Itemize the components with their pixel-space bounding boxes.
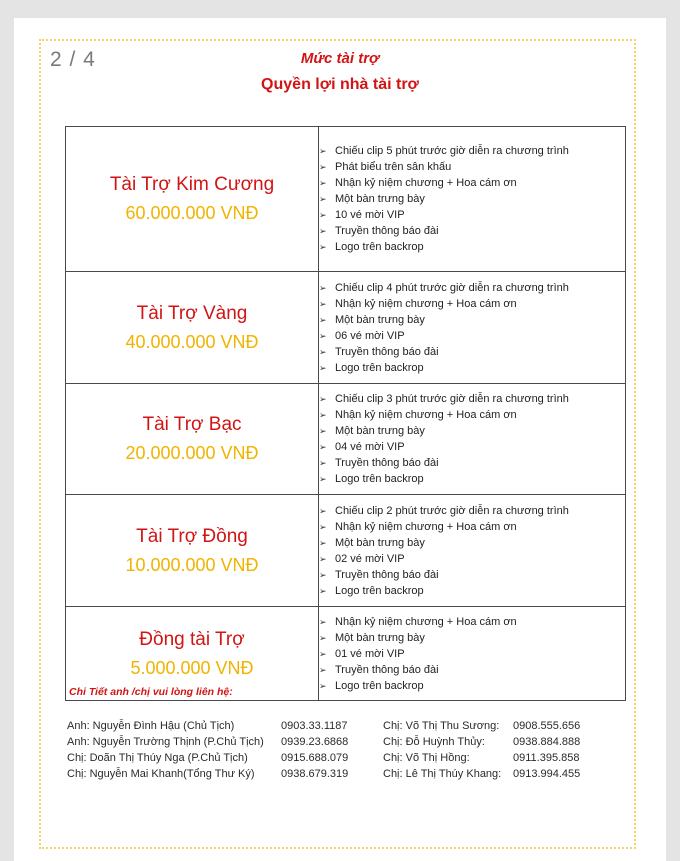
contact-phone: 0911.395.858 [513,752,580,764]
tier-benefits-cell [319,272,626,384]
page-number: 2 / 4 [50,48,96,71]
benefit-list [319,391,625,487]
benefit-item [319,567,625,583]
contact-phone: 0938.884.888 [513,736,581,748]
benefit-item [319,662,625,678]
benefit-text: Truyền thông báo đài [335,568,439,581]
benefit-text: Logo trên backrop [335,584,424,597]
arrow-bullet-icon: ➢ [319,553,327,564]
benefit-text: 04 vé mời VIP [335,441,405,453]
tier-row [66,384,626,495]
tier-name-cell [66,127,319,272]
arrow-bullet-icon: ➢ [319,178,327,188]
contact-row [383,766,580,782]
arrow-bullet-icon: ➢ [319,648,327,659]
benefit-item [319,455,625,471]
arrow-bullet-icon: ➢ [319,298,327,309]
contact-name: Chị: Võ Thị Hồng: [383,752,470,764]
benefit-text: Nhận kỷ niệm chương + Hoa cám ơn [335,615,517,628]
tier-benefits-cell [319,607,626,701]
benefit-item [319,143,625,159]
benefit-text: 02 vé mời VIP [335,552,405,565]
title-sponsorship-levels: Mức tài trợ [300,50,380,67]
benefit-text: Phát biểu trên sân khấu [335,161,452,173]
arrow-bullet-icon: ➢ [319,664,327,675]
benefit-item [319,614,625,630]
benefit-item [319,175,625,191]
contacts-right-column [383,718,580,782]
contacts-left-column [67,718,348,782]
contact-name: Chị: Lê Thị Thúy Khang: [383,768,502,780]
title-sponsor-benefits: Quyền lợi nhà tài trợ [261,76,419,93]
benefit-text: Chiếu clip 4 phút trước giờ diễn ra chương trình [335,281,569,294]
benefit-text: Một bàn trưng bày [335,631,425,644]
benefit-item [319,159,625,175]
benefit-item [319,678,625,694]
benefit-item [319,583,625,599]
benefit-list [319,614,625,694]
tier-name: Tài Trợ Vàng [136,302,248,324]
benefit-text: Một bàn trưng bày [335,536,425,549]
arrow-bullet-icon: ➢ [319,210,327,220]
arrow-bullet-icon: ➢ [319,394,327,404]
contact-row [67,718,348,734]
benefit-item [319,535,625,551]
contact-row [67,766,348,782]
benefit-item [319,312,625,328]
benefit-item [319,207,625,223]
benefit-item [319,328,625,344]
contact-name: Anh: Nguyễn Trường Thịnh (P.Chủ Tịch) [67,736,264,748]
benefit-item [319,280,625,296]
benefit-text: Logo trên backrop [335,679,424,692]
arrow-bullet-icon: ➢ [319,505,327,516]
benefit-item [319,630,625,646]
tier-amount: 5.000.000 VNĐ [130,657,254,678]
benefit-text: Truyền thông báo đài [335,225,439,237]
tier-name: Đồng tài Trợ [139,628,245,650]
benefit-text: Nhận kỷ niệm chương + Hoa cám ơn [335,520,517,533]
contact-row [383,718,580,734]
benefit-text: Nhận kỷ niệm chương + Hoa cám ơn [335,409,517,421]
arrow-bullet-icon: ➢ [319,458,327,468]
benefit-text: Truyền thông báo đài [335,457,439,469]
arrow-bullet-icon: ➢ [319,410,327,420]
benefit-item [319,391,625,407]
arrow-bullet-icon: ➢ [319,330,327,341]
tier-benefits-cell [319,127,626,272]
arrow-bullet-icon: ➢ [319,585,327,596]
contact-heading: Chi Tiết anh /chị vui lòng liên hệ: [69,686,233,698]
sponsorship-table [65,126,626,701]
arrow-bullet-icon: ➢ [319,521,327,532]
benefit-list [319,143,625,255]
contact-phone: 0938.679.319 [281,768,349,780]
arrow-bullet-icon: ➢ [319,537,327,548]
contact-phone: 0903.33.1187 [281,720,348,732]
tier-row [66,127,626,272]
benefit-text: Một bàn trưng bày [335,313,425,326]
benefit-text: Nhận kỷ niệm chương + Hoa cám ơn [335,297,517,310]
benefit-item [319,296,625,312]
benefit-item [319,407,625,423]
tier-name: Tài Trợ Bạc [142,414,242,435]
benefit-item [319,239,625,255]
benefit-text: Truyền thông báo đài [335,345,439,358]
benefit-text: Logo trên backrop [335,361,424,374]
tier-row [66,495,626,607]
benefit-item [319,471,625,487]
contact-name: Chị: Doãn Thị Thúy Nga (P.Chủ Tịch) [67,752,248,764]
benefit-item [319,344,625,360]
benefit-text: 01 vé mời VIP [335,647,405,660]
benefit-text: Logo trên backrop [335,241,424,253]
arrow-bullet-icon: ➢ [319,362,327,373]
tier-name-cell [66,384,319,495]
benefit-item [319,646,625,662]
tier-name: Tài Trợ Kim Cương [109,174,275,195]
arrow-bullet-icon: ➢ [319,314,327,325]
benefit-item [319,191,625,207]
benefit-text: 06 vé mời VIP [335,329,405,342]
benefit-item [319,551,625,567]
arrow-bullet-icon: ➢ [319,632,327,643]
benefit-item [319,423,625,439]
benefit-text: Một bàn trưng bày [335,425,425,437]
arrow-bullet-icon: ➢ [319,282,327,293]
benefit-item [319,223,625,239]
contact-phone: 0939.23.6868 [281,736,349,748]
tier-amount: 60.000.000 VNĐ [125,203,259,223]
contact-row [67,750,348,766]
arrow-bullet-icon: ➢ [319,616,327,627]
arrow-bullet-icon: ➢ [319,680,327,691]
contact-row [383,734,580,750]
arrow-bullet-icon: ➢ [319,474,327,484]
benefit-text: Một bàn trưng bày [335,193,425,205]
benefit-item [319,519,625,535]
benefit-item [319,503,625,519]
tier-name-cell [66,272,319,384]
contact-name: Anh: Nguyễn Đình Hậu (Chủ Tịch) [67,720,235,732]
arrow-bullet-icon: ➢ [319,426,327,436]
arrow-bullet-icon: ➢ [319,569,327,580]
tier-amount: 40.000.000 VNĐ [125,331,259,352]
benefit-item [319,439,625,455]
arrow-bullet-icon: ➢ [319,346,327,357]
benefit-text: Nhận kỷ niệm chương + Hoa cám ơn [335,177,517,189]
arrow-bullet-icon: ➢ [319,162,327,172]
arrow-bullet-icon: ➢ [319,226,327,236]
contact-phone: 0913.994.455 [513,768,581,780]
benefit-text: Chiếu clip 2 phút trước giờ diễn ra chương trình [335,504,569,517]
contact-phone: 0908.555.656 [513,720,581,732]
tier-benefits-cell [319,384,626,495]
benefit-text: Chiếu clip 5 phút trước giờ diễn ra chương trình [335,145,569,157]
contact-phone: 0915.688.079 [281,752,349,764]
benefit-text: Chiếu clip 3 phút trước giờ diễn ra chương trình [335,393,569,405]
benefit-text: Logo trên backrop [335,473,424,485]
arrow-bullet-icon: ➢ [319,146,327,156]
tier-amount: 20.000.000 VNĐ [125,443,259,463]
contact-row [67,734,348,750]
contact-name: Chị: Võ Thị Thu Sương: [383,720,500,732]
benefit-item [319,360,625,376]
document-page [14,18,666,861]
benefit-list [319,280,625,376]
contact-name: Chị: Nguyễn Mai Khanh(Tổng Thư Ký) [67,768,255,780]
tier-name: Tài Trợ Đồng [136,525,248,547]
arrow-bullet-icon: ➢ [319,242,327,252]
tier-name-cell [66,495,319,607]
tier-amount: 10.000.000 VNĐ [125,554,259,575]
contact-row [383,750,580,766]
arrow-bullet-icon: ➢ [319,194,327,204]
benefit-text: Truyền thông báo đài [335,663,439,676]
contact-name: Chị: Đỗ Huỳnh Thủy: [383,736,485,748]
benefit-text: 10 vé mời VIP [335,209,405,221]
benefit-list [319,503,625,599]
tier-benefits-cell [319,495,626,607]
tier-row [66,272,626,384]
arrow-bullet-icon: ➢ [319,442,327,452]
